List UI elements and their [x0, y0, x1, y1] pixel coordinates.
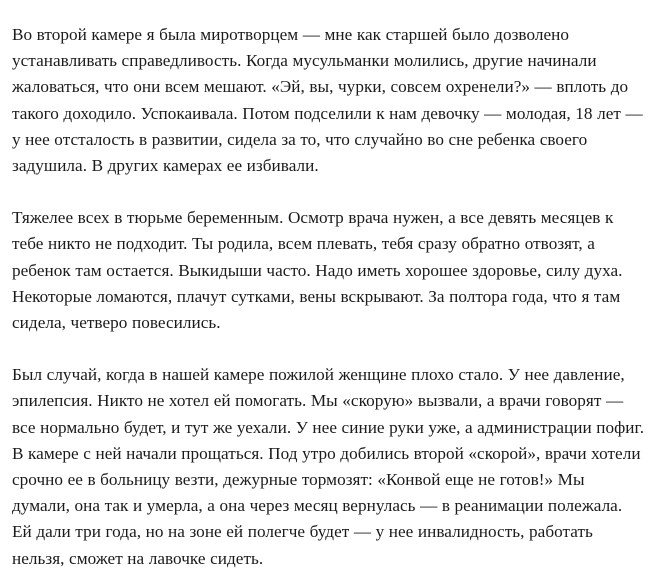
paragraph-1: Во второй камере я была миротворцем — мне как старшей было дозволено устанавливать справедливость. Когда мусульманки молились, другие начинали жаловаться, что они всем мешают. «Эй, вы, чурки, совсем охренели?» — вплоть до такого доходило. Успокаивала. Потом подселили к нам девочку — молодая, 18 лет — у нее отсталость в развитии, сидела за то, что случайно во сне ребенка своего задушила. В других камерах ее избивали. — [12, 25, 643, 176]
paragraph-3: Был случай, когда в нашей камере пожилой женщине плохо стало. У нее давление, эпилепсия. Никто не хотел ей помогать. Мы «скорую» вызвали, а врачи говорят — все нормально будет, и тут же уехали. У нее синие руки уже, а администрации пофиг. В камере с ней начали прощаться. Под утро добились второй «скорой», врачи хотели срочно ее в больницу везти, дежурные тормозят: «Конвой еще не готов!» Мы думали, она так и умерла, а она через месяц вернулась — в реанимации полежала. Ей дали три года, но на зоне ей полегче будет — у нее инвалидность, работать нельзя, сможет на лавочке сидеть. — [12, 365, 645, 568]
paragraph-2: Тяжелее всех в тюрьме беременным. Осмотр врача нужен, а все девять месяцев к тебе никто не подходит. Ты родила, всем плевать, тебя сразу обратно отвозят, а ребенок там остается. Выкидыши часто. Надо иметь хорошее здоровье, силу духа. Некоторые ломаются, плачут сутками, вены вскрывают. За полтора года, что я там сидела, четверо повесились. — [12, 208, 623, 333]
